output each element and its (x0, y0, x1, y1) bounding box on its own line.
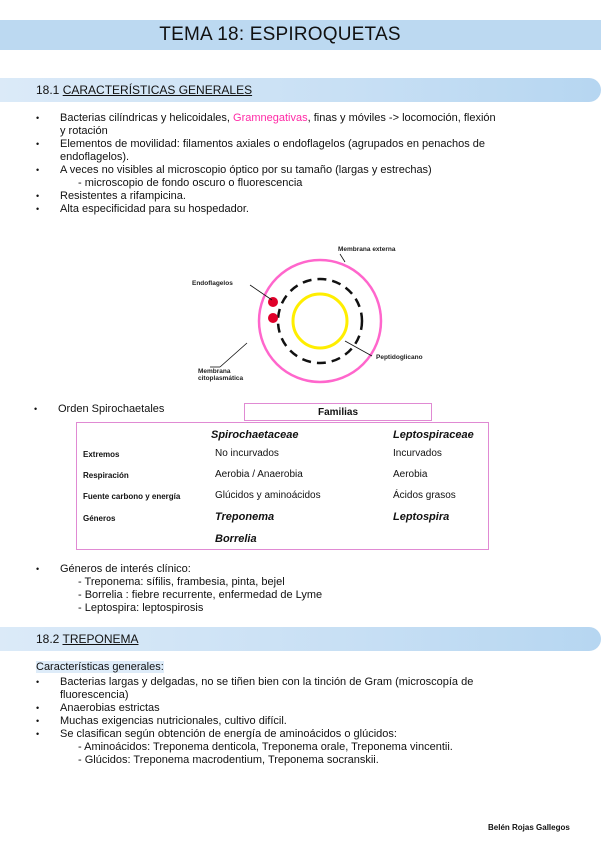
list-item-continuation: y rotación (60, 125, 108, 137)
row-label-extremos: Extremos (83, 450, 120, 459)
gram-highlight: Gramnegativas (233, 112, 308, 124)
spirochete-cross-section-diagram (190, 240, 450, 395)
list-subitem: - Leptospira: leptospirosis (78, 602, 204, 614)
familias-header: Familias (244, 403, 432, 421)
title-bar (0, 20, 601, 50)
list-item: • A veces no visibles al microscopio óptico por su tamaño (largas y estrechas) (36, 164, 576, 177)
row-label-fuente: Fuente carbono y energía (83, 492, 181, 501)
section-number: 18.2 (36, 632, 60, 646)
cell-genero-borrelia: Borrelia (215, 533, 257, 545)
label-endoflagelos: Endoflagelos (192, 280, 233, 287)
section-heading (36, 632, 139, 646)
list-subitem: - Glúcidos: Treponema macrodentium, Treponema socranskii. (78, 754, 379, 766)
list-subitem: - microscopio de fondo oscuro o fluorescencia (78, 177, 303, 189)
list-subitem: - Treponema: sífilis, frambesia, pinta, bejel (78, 576, 285, 588)
label-peptidoglicano: Peptidoglicano (376, 354, 423, 361)
list-item: • Géneros de interés clínico: (36, 563, 576, 576)
cell-fuente-a: Glúcidos y aminoácidos (215, 490, 321, 501)
list-item-continuation: fluorescencia) (60, 689, 129, 701)
section-title: TREPONEMA (62, 632, 139, 646)
list-item: • Se clasifican según obtención de energía de aminoácidos o glúcidos: (36, 728, 576, 741)
orden-value: Spirochaetales (91, 403, 165, 415)
list-item: • Bacterias cilíndricas y helicoidales, Gramnegativas, finas y móviles -> locomoción, flexión (36, 112, 576, 125)
row-label-generos: Géneros (83, 514, 116, 523)
cell-genero-leptospira: Leptospira (393, 511, 450, 523)
footer-author: Belén Rojas Gallegos (488, 823, 570, 832)
endoflagellum-dot (268, 313, 278, 323)
leader-line (220, 343, 247, 367)
familias-table (76, 422, 489, 550)
treponema-list (36, 676, 576, 767)
label-membrana-citoplasmatica: Membrana citoplasmática (198, 368, 244, 382)
orden-label: • Orden (34, 403, 89, 415)
section-header-18-1 (0, 78, 601, 102)
column-spirochaetaceae: Spirochaetaceae (211, 429, 299, 441)
list-item: • Resistentes a rifampicina. (36, 190, 576, 203)
list-item-continuation: endoflagelos). (60, 151, 130, 163)
list-item: • Alta especificidad para su hospedador. (36, 203, 576, 216)
section-header-18-2 (0, 627, 601, 651)
list-item: • Elementos de movilidad: filamentos axiales o endoflagelos (agrupados en penachos de (36, 138, 576, 151)
list-item: • Bacterias largas y delgadas, no se tiñen bien con la tinción de Gram (microscopía de (36, 676, 576, 689)
general-characteristics-list (36, 112, 576, 216)
list-subitem: - Aminoácidos: Treponema denticola, Treponema orale, Treponema vincentii. (78, 741, 453, 753)
column-leptospiraceae: Leptospiraceae (393, 429, 474, 441)
section-number: 18.1 (36, 83, 60, 97)
endoflagella-dashed-ring (278, 279, 362, 363)
cell-extremos-b: Incurvados (393, 448, 442, 459)
cell-fuente-b: Ácidos grasos (393, 490, 456, 501)
leader-line (340, 254, 345, 262)
cell-respiracion-a: Aerobia / Anaerobia (215, 469, 303, 480)
subheading-caracteristicas: Características generales: (36, 661, 164, 673)
peptidoglycan-ring (293, 294, 347, 348)
cell-extremos-a: No incurvados (215, 448, 279, 459)
cell-respiracion-b: Aerobia (393, 469, 428, 480)
list-subitem: - Borrelia : fiebre recurrente, enfermedad de Lyme (78, 589, 323, 601)
section-heading (36, 83, 252, 97)
list-item: • Muchas exigencias nutricionales, cultivo difícil. (36, 715, 576, 728)
label-membrana-externa: Membrana externa (338, 246, 396, 253)
section-title: CARACTERÍSTICAS GENERALES (62, 83, 253, 97)
orden-line (34, 403, 164, 415)
list-item: • Anaerobias estrictas (36, 702, 576, 715)
page-title: TEMA 18: ESPIROQUETAS (159, 24, 401, 45)
generos-list (36, 563, 576, 615)
cell-genero-treponema: Treponema (215, 511, 275, 523)
leader-line (345, 341, 372, 356)
row-label-respiracion: Respiración (83, 471, 129, 480)
